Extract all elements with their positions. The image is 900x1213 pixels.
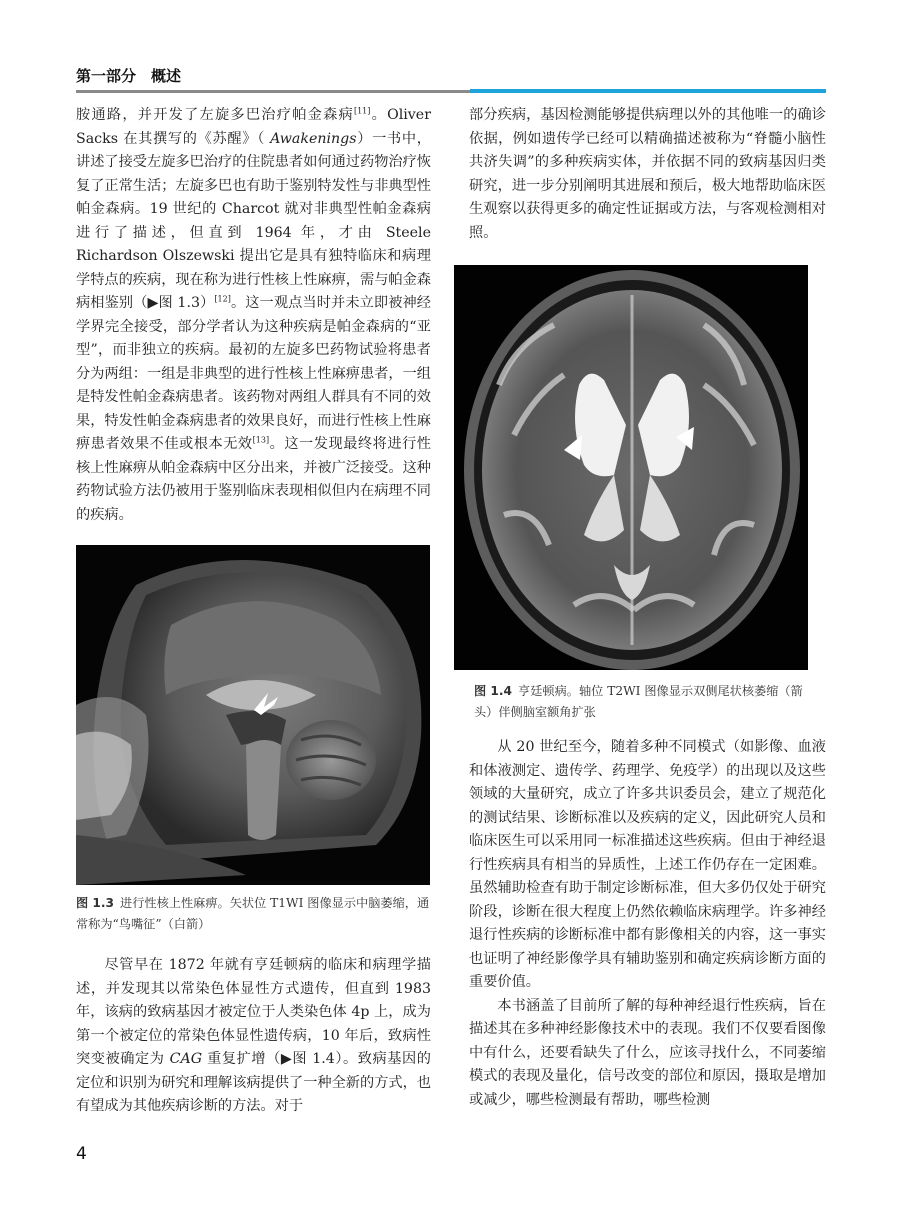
caption-text: 亨廷顿病。轴位 T2WI 图像显示双侧尾状核萎缩（箭头）伴侧脑室额角扩张 [474, 684, 803, 719]
italic-text: Awakenings [270, 130, 357, 147]
paragraph: 尽管早在 1872 年就有亨廷顿病的临床和病理学描述，并发现其以常染色体显性方式遗传，但直到 1983 年，该病的致病基因才被定位于人类染色体 4p 上，成为第一个被定位的常染色体显性遗传病，10 年后，致病性突变被确定为 CAG 重复扩增（▶图 1.4）。致病基因的定位和识别为研究和理解该病提供了一种全新的方式，也有望成为其他疾病诊断的方法。对于 [76, 957, 431, 1114]
left-column-top [76, 104, 431, 527]
right-column-top [469, 104, 826, 245]
citation-ref: [11] [353, 106, 371, 116]
left-column-bottom [76, 954, 431, 1119]
sagittal-brain-mri-image [76, 545, 430, 885]
paragraph: 从 20 世纪至今，随着多种不同模式（如影像、血液和体液测定、遗传学、药理学、免疫学）的出现以及这些领域的大量研究，成立了许多共识委员会，建立了规范化的测试结果、诊断标准以及疾病的定义，因此研究人员和临床医生可以采用同一标准描述这些疾病。但由于神经退行性疾病具有相当的异质性，上述工作仍存在一定困难。虽然辅助检查有助于制定诊断标准，但大多仍仅处于研究阶段，诊断在很大程度上仍然依赖临床病理学。许多神经退行性疾病的诊断标准中都有影像相关的内容，这一事实也证明了神经影像学具有辅助鉴别和确定疾病诊断方面的重要价值。 [469, 739, 826, 990]
figure-1-3-sagittal-mri [76, 545, 430, 885]
figure-1-4-axial-mri [454, 265, 808, 670]
page-number: 4 [76, 1144, 87, 1164]
paragraph: 胺通路，并开发了左旋多巴治疗帕金森病[11]。Oliver Sacks 在其撰写的《苏醒》（ Awakenings）一书中，讲述了接受左旋多巴治疗的住院患者如何通过药物治疗恢复了正常生活；左旋多巴也有助于鉴别特发性与非典型性帕金森病。19 世纪的 Charcot 就对非典型性帕金森病进行了描述，但直到 1964 年，才由 Steele Richardson Olszewski 提出它是具有独特临床和病理学特点的疾病，现在称为进行性核上性麻痹，需与帕金森病相鉴别（▶图 1.3）[12]。这一观点当时并未立即被神经学界完全接受，部分学者认为这种疾病是帕金森病的“亚型”，而非独立的疾病。最初的左旋多巴药物试验将患者分为两组：一组是非典型的进行性核上性麻痹患者，一组是特发性帕金森病患者。该药物对两组人群具有不同的效果，特发性帕金森病患者的效果良好，而进行性核上性麻痹患者效果不佳或根本无效[13]。这一发现最终将进行性核上性麻痹从帕金森病中区分出来，并被广泛接受。这种药物试验方法仍被用于鉴别临床表现相似但内在病理不同的疾病。 [76, 106, 431, 523]
right-column-bottom [469, 736, 826, 1112]
figure-1-4-caption [474, 681, 814, 723]
italic-text: CAG [169, 1051, 203, 1067]
section-title: 第一部分 概述 [76, 67, 182, 85]
figure-label: 图 1.3 [76, 896, 115, 910]
running-header [76, 66, 826, 88]
paragraph: 本书涵盖了目前所了解的每种神经退行性疾病，旨在描述其在多种神经影像技术中的表现。我们不仅要看图像中有什么，还要看缺失了什么，应该寻找什么，不同萎缩模式的表现及量化，信号改变的部位和原因，摄取是增加或减少，哪些检测最有帮助，哪些检测 [469, 997, 826, 1108]
paragraph: 部分疾病，基因检测能够提供病理以外的其他唯一的确诊依据，例如遗传学已经可以精确描述被称为“脊髓小脑性共济失调”的多种疾病实体，并依据不同的致病基因归类研究，进一步分别阐明其进展和预后，极大地帮助临床医生观察以获得更多的确定性证据或方法，与客观检测相对照。 [469, 107, 826, 241]
citation-ref: [13] [252, 435, 270, 445]
citation-ref: [12] [214, 294, 231, 304]
caption-text: 进行性核上性麻痹。矢状位 T1WI 图像显示中脑萎缩，通常称为“鸟嘴征”（白箭） [76, 896, 430, 931]
axial-brain-mri-image [454, 265, 808, 670]
figure-label: 图 1.4 [474, 684, 513, 698]
header-rule-blue [470, 89, 826, 93]
figure-1-3-caption [76, 893, 430, 935]
header-rule-gray [76, 90, 470, 93]
